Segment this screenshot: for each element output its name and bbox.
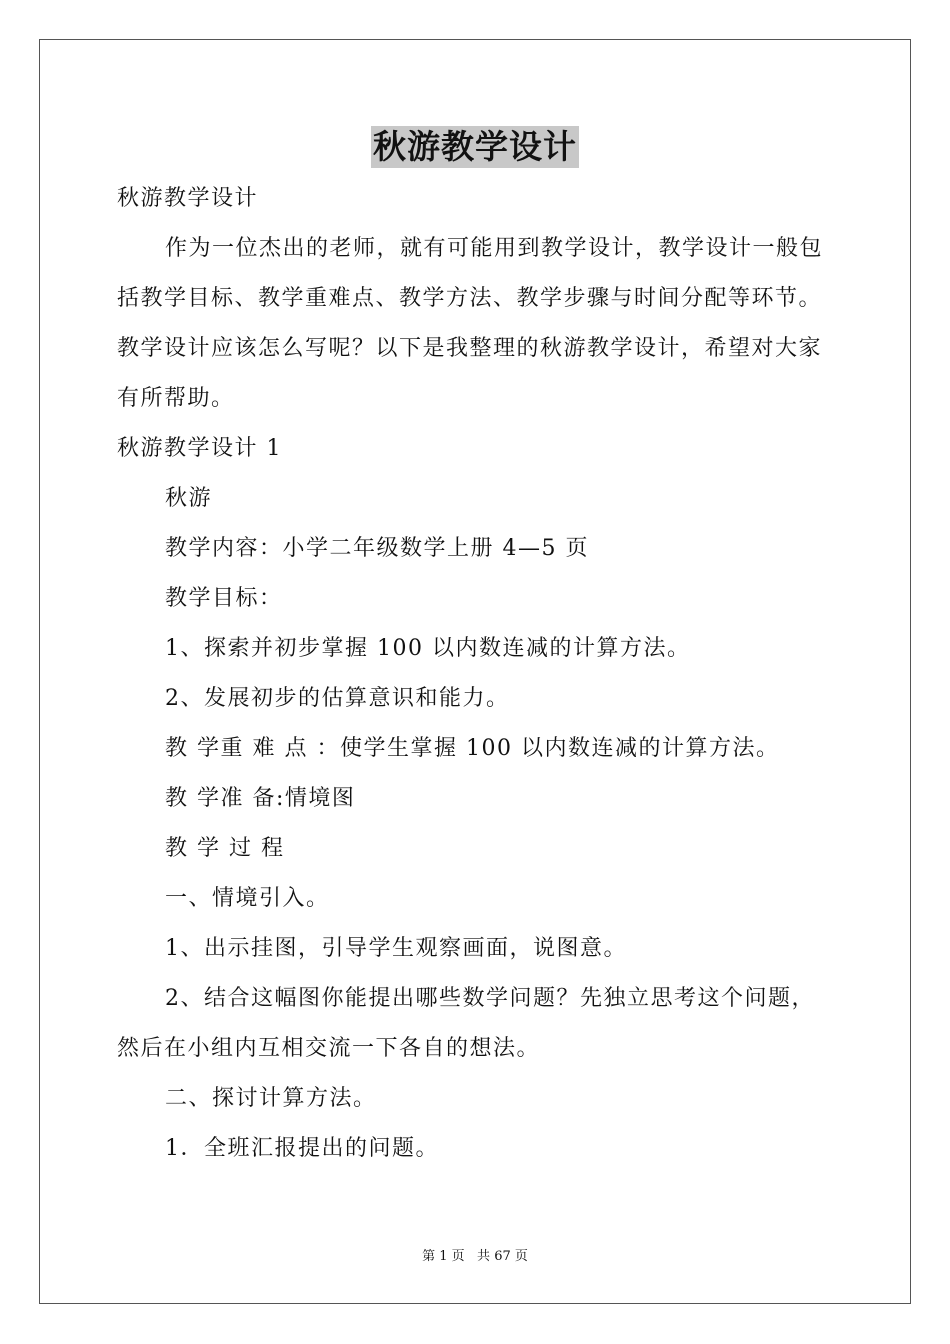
paragraph-line: 二、探讨计算方法。 (165, 1086, 377, 1111)
paragraph-line: 括教学目标、教学重难点、教学方法、教学步骤与时间分配等环节。 (117, 286, 823, 311)
paragraph-line: 有所帮助。 (117, 386, 235, 411)
document-title: 秋游教学设计 (373, 127, 577, 166)
paragraph-line: 教学设计应该怎么写呢？以下是我整理的秋游教学设计，希望对大家 (117, 336, 823, 361)
line-subtitle: 秋游教学设计 (117, 186, 259, 211)
list-item: 1．全班汇报提出的问题。 (165, 1136, 439, 1161)
list-item: 1、出示挂图，引导学生观察画面，说图意。 (165, 936, 627, 961)
list-item: 1、探索并初步掌握 100 以内数连减的计算方法。 (165, 636, 691, 661)
paragraph-line: 一、情境引入。 (165, 886, 330, 911)
paragraph-line: 教 学准 备:情境图 (165, 786, 356, 811)
paragraph-line: 作为一位杰出的老师，就有可能用到教学设计，教学设计一般包 (165, 236, 824, 261)
list-item: 2、结合这幅图你能提出哪些数学问题？先独立思考这个问题， (165, 986, 815, 1011)
paragraph-line: 教学目标： (165, 586, 283, 611)
section-heading: 秋游教学设计 1 (117, 436, 282, 461)
document-body (117, 174, 837, 1174)
title-wrap (0, 126, 950, 168)
page-footer: 第 1 页 共 67 页 (422, 1249, 528, 1264)
paragraph-line: 然后在小组内互相交流一下各自的想法。 (117, 1036, 541, 1061)
paragraph-line: 教 学重 难 点 ：使学生掌握 100 以内数连减的计算方法。 (165, 736, 780, 761)
list-item: 2、发展初步的估算意识和能力。 (165, 686, 510, 711)
paragraph-line: 教 学 过 程 (165, 836, 285, 861)
paragraph-line: 秋游 (165, 486, 213, 511)
paragraph-line: 教学内容：小学二年级数学上册 4—5 页 (165, 536, 589, 561)
